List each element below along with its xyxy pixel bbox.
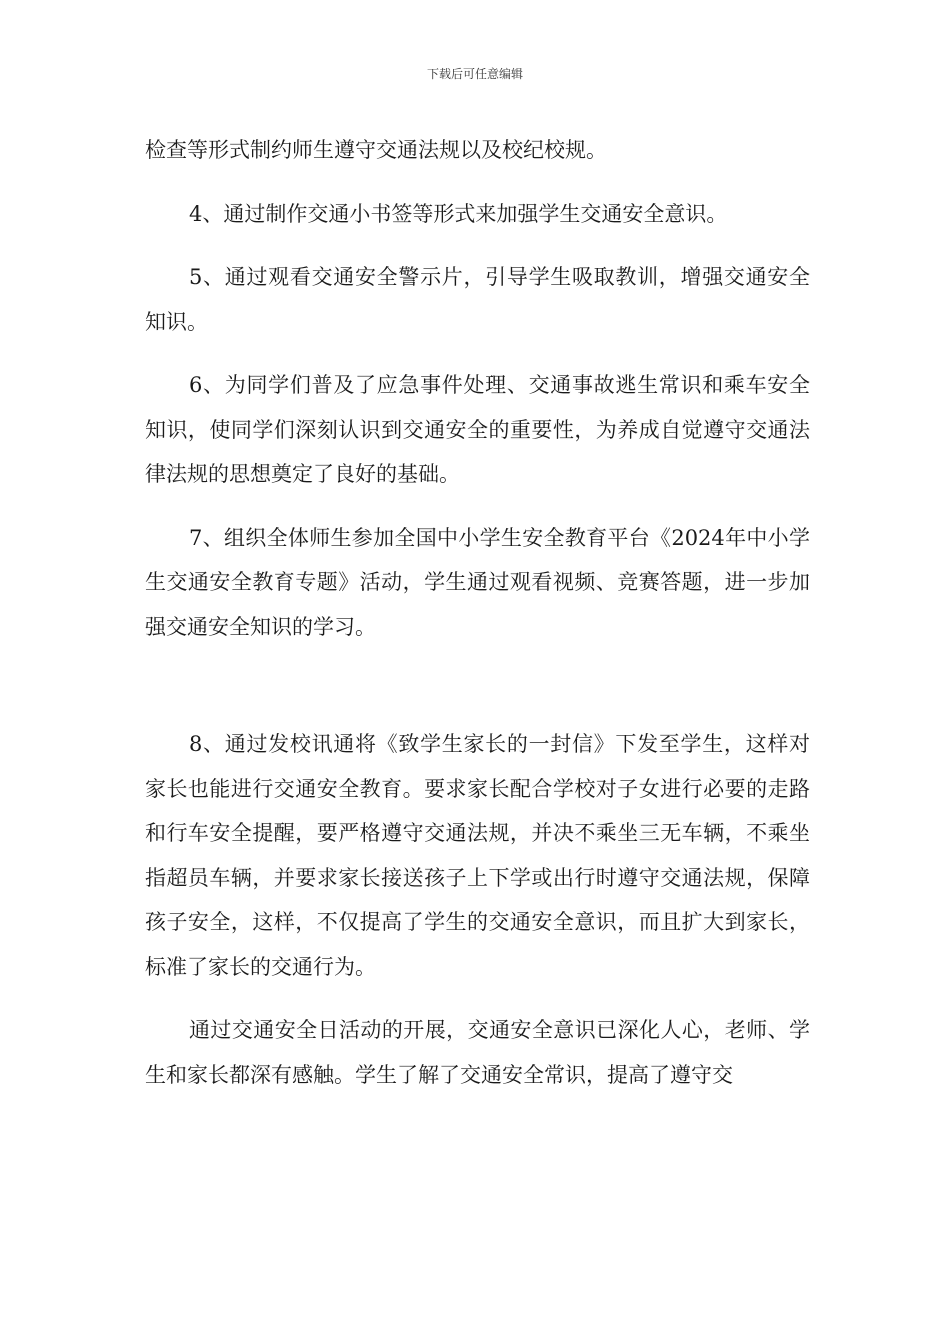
paragraph-continuation: 检查等形式制约师生遵守交通法规以及校纪校规。 <box>145 138 607 162</box>
paragraph-item-5: 5、通过观看交通安全警示片，引导学生吸取教训，增强交通安全知识。 <box>145 265 810 334</box>
paragraph-item-7: 7、组织全体师生参加全国中小学生安全教育平台《2024年中小学生交通安全教育专题》活动，学生通过观看视频、竞赛答题，进一步加强交通安全知识的学习。 <box>145 525 810 639</box>
paragraph-summary: 通过交通安全日活动的开展，交通安全意识已深化人心，老师、学生和家长都深有感触。学生了解了交通安全常识，提高了遵守交 <box>145 1018 810 1087</box>
paragraph-item-6: 6、为同学们普及了应急事件处理、交通事故逃生常识和乘车安全知识，使同学们深刻认识到交通安全的重要性，为养成自觉遵守交通法律法规的思想奠定了良好的基础。 <box>145 373 810 486</box>
document-body <box>145 128 810 1116</box>
page-header: 下载后可任意编辑 <box>426 67 523 81</box>
paragraph-item-8: 8、通过发校讯通将《致学生家长的一封信》下发至学生，这样对家长也能进行交通安全教育。要求家长配合学校对子女进行必要的走路和行车安全提醒，要严格遵守交通法规，并决不乘坐三无车辆，不乘坐指超员车辆，并要求家长接送孩子上下学或出行时遵守交通法规，保障孩子安全，这样，不仅提高了学生的交通安全意识，而且扩大到家长，标准了家长的交通行为。 <box>145 732 810 979</box>
paragraph-item-4: 4、通过制作交通小书签等形式来加强学生交通安全意识。 <box>189 201 728 226</box>
